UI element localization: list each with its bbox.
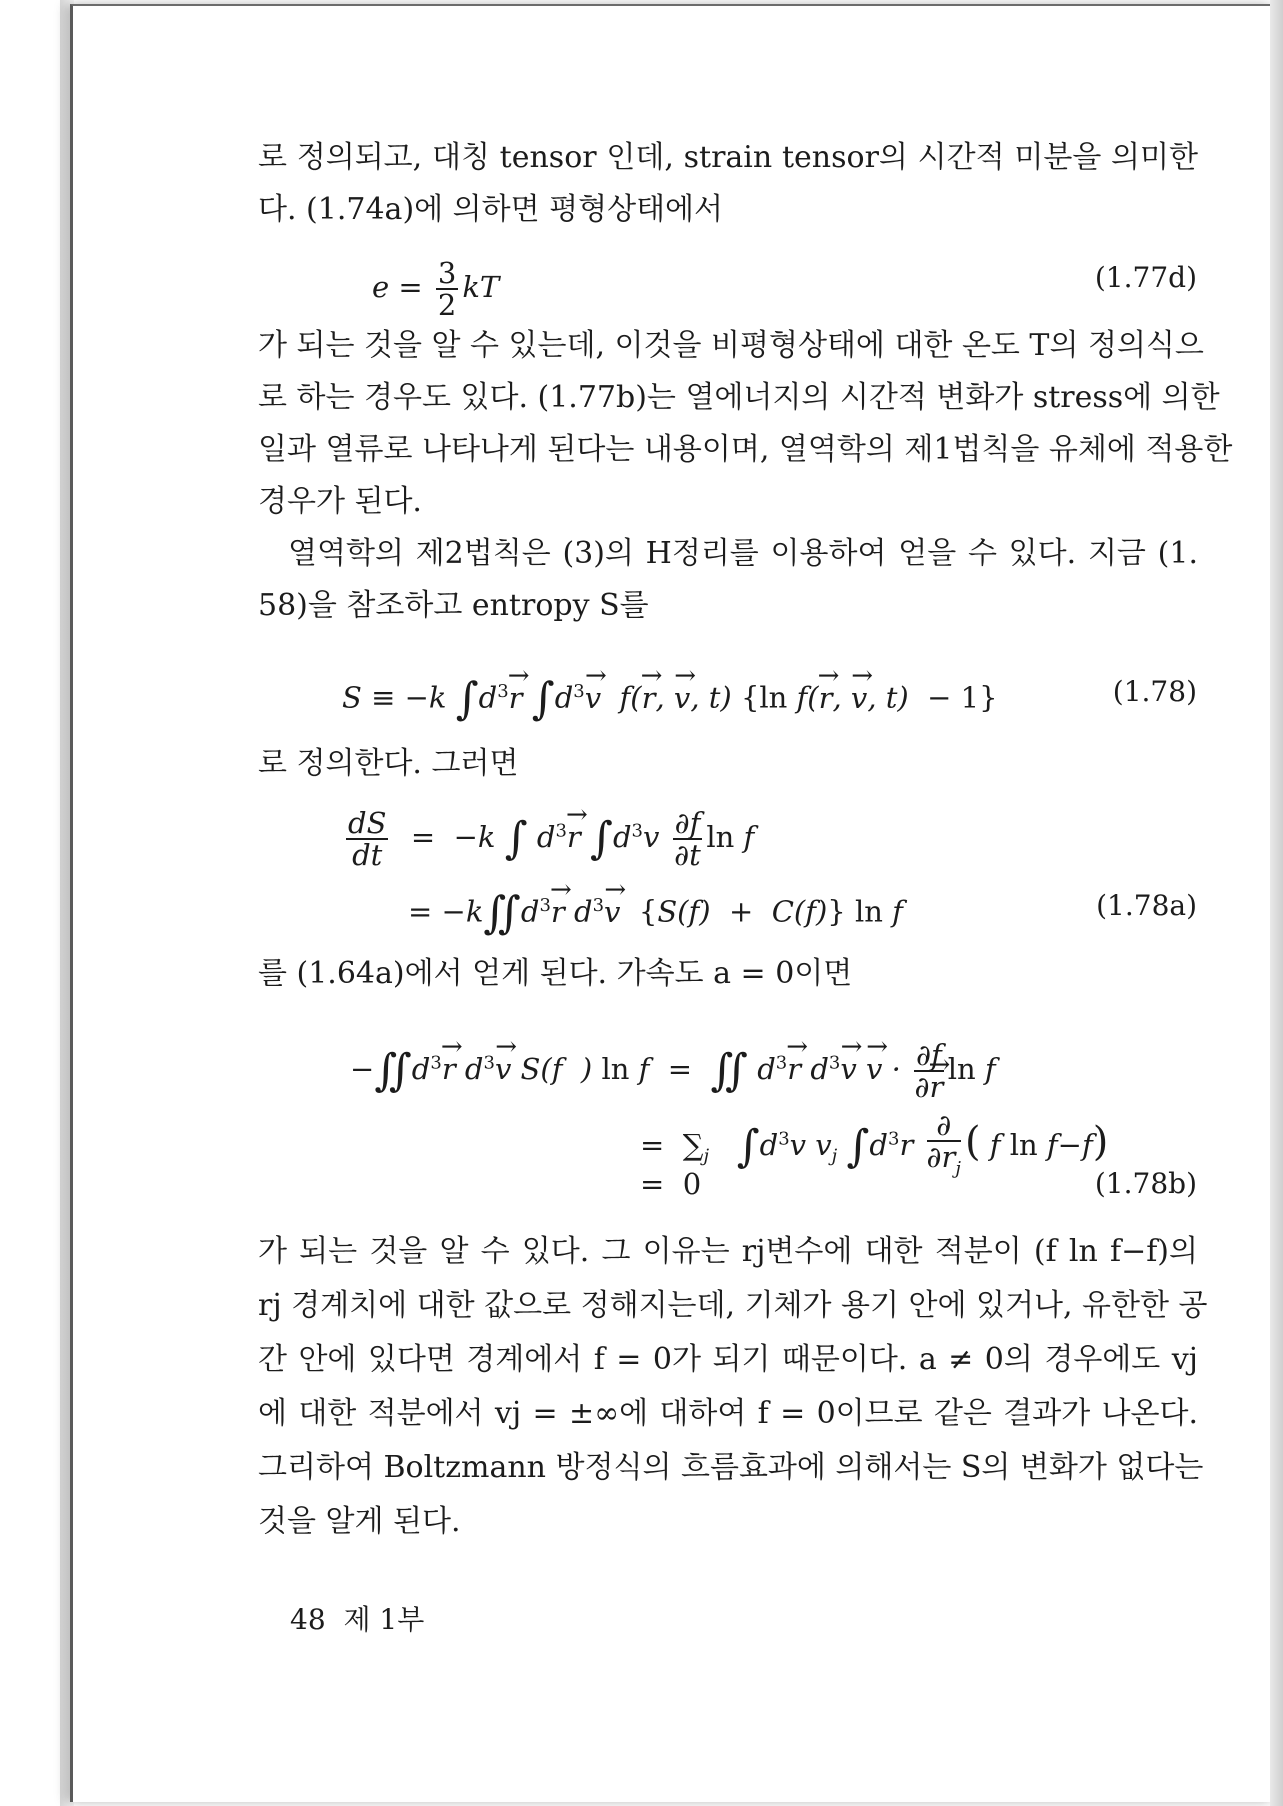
text-line: rj 경계치에 대한 값으로 정해지는데, 기체가 용기 안에 있거나, 유한한 공 — [258, 1288, 1208, 1323]
text-line: 가 되는 것을 알 수 있다. 그 이유는 rj변수에 대한 적분이 (f ln f−f)의 — [258, 1234, 1198, 1269]
text-line: 를 (1.64a)에서 얻게 된다. 가속도 a = 0이면 — [258, 956, 853, 991]
equation-number: (1.78) — [1112, 675, 1197, 708]
text-line: 에 대한 적분에서 vj = ±∞에 대하여 f = 0이므로 같은 결과가 나온다. — [258, 1396, 1198, 1431]
equation-1-78a-line1: $\frac{dS}{dt}$ = −k ∫ $d^3\to r$ $\int d^3v$ $\frac{\partial f}{\partial t}$ ln f — [342, 808, 754, 870]
equation-1-78a-line2: = $-k∬d^3\to r$ $d^3\to v$ {S(f) + C(f)} ln f — [408, 886, 903, 934]
fraction: $\frac{\partial f}{\partial\to r}$ — [914, 1040, 944, 1102]
equation-1-78b-line3: = 0 — [640, 1167, 702, 1201]
equation-1-78: S ≡ −k $\int d^3\to r$ $\int d^3\to v$ f(→ r, → v, t) {ln f(→ r, → v, t) − 1} — [342, 672, 998, 720]
fraction: $\frac{\partial f}{\partial t}$ — [674, 806, 701, 872]
fraction: $\frac{\partial}{\partial r_j}$ — [926, 1108, 961, 1179]
equation-number: (1.77d) — [1094, 261, 1197, 294]
fraction: $\frac{3}{2}$ — [437, 256, 457, 322]
equation-number: (1.78a) — [1096, 889, 1197, 922]
fraction: $\frac{dS}{dt}$ — [348, 806, 387, 872]
text-line: 로 정의한다. 그러면 — [258, 746, 519, 781]
text-line: 로 정의되고, 대칭 tensor 인데, strain tensor의 시간적 미분을 의미한 — [258, 140, 1198, 175]
text-line: 것을 알게 된다. — [258, 1504, 461, 1539]
text-line: 일과 열류로 나타나게 된다는 내용이며, 열역학의 제1법칙을 유체에 적용한 — [258, 432, 1233, 467]
text-line: 다. (1.74a)에 의하면 평형상태에서 — [258, 192, 724, 227]
text-line: 가 되는 것을 알 수 있는데, 이것을 비평형상태에 대한 온도 T의 정의식으 — [258, 328, 1204, 363]
text-line: 경우가 된다. — [258, 484, 422, 519]
part-label: 제 1부 — [343, 1603, 425, 1636]
page-number: 48 — [290, 1603, 326, 1636]
page-footer — [290, 1600, 424, 1640]
equation-1-78b-line1: $-∬d^3\to r$ $d^3\to v$ S(f ) ln f = ∬ $d^3\to r$ $d^3\to v \to v$ · $\frac{\partial f}{\partial\to r}$ ln f — [350, 1040, 996, 1102]
page-edge-shadow — [1270, 0, 1283, 1806]
equation-1-77d: e = $\frac{3}{2}$ kT — [372, 256, 500, 322]
text-line: 그리하여 Boltzmann 방정식의 흐름효과에 의해서는 S의 변화가 없다는 — [258, 1450, 1204, 1485]
text-line: 58)을 참조하고 entropy S를 — [258, 588, 649, 623]
equation-1-78b-line2: = $\sum_j$ $\int d^3v$ $v_j$ $\int d^3r$ $\frac{\partial}{\partial r_j}$ ( f ln f−f) — [640, 1110, 1108, 1184]
text-line: 열역학의 제2법칙은 (3)의 H정리를 이용하여 얻을 수 있다. 지금 (1. — [288, 536, 1198, 571]
text-line: 간 안에 있다면 경계에서 f = 0가 되기 때문이다. a ≠ 0의 경우에도 vj — [258, 1342, 1198, 1377]
text-line: 로 하는 경우도 있다. (1.77b)는 열에너지의 시간적 변화가 stress에 의한 — [258, 380, 1220, 415]
equation-number: (1.78b) — [1094, 1167, 1197, 1200]
